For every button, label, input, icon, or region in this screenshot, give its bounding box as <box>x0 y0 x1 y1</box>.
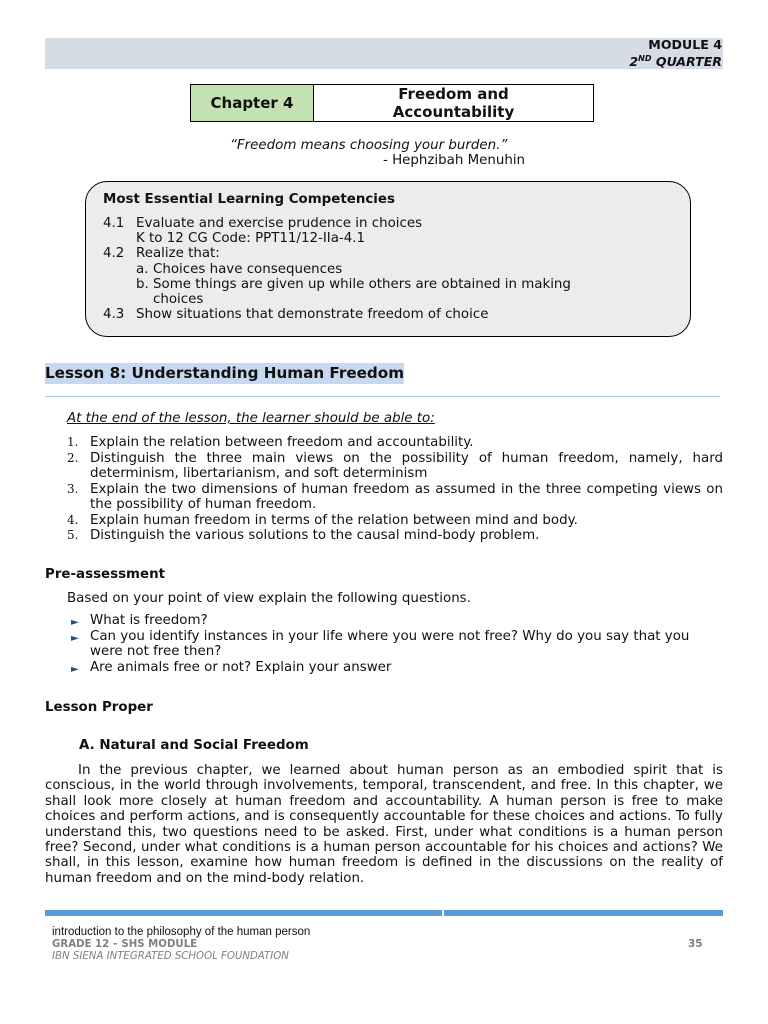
arrow-bullet-icon: ► <box>71 617 79 628</box>
list-text: Explain the relation between freedom and accountability. <box>90 435 474 450</box>
footer-bar <box>444 910 723 916</box>
footer-grade: GRADE 12 – SHS MODULE <box>52 939 198 950</box>
body-paragraph: In the previous chapter, we learned about human person as an embodied spirit that is conscious, in the world through involvements, temporal, transcendent, and free. In this chapter, we shall look more closely at human freedom and accountability. A human person is free to make choices and perform actions, and is consequently accountable for these choices and actions. To fully understand this, two questions need to be asked. First, under what conditions is a human person free? Second, under what conditions is a human person accountable for his choices and actions? We shall, in this lesson, examine how human freedom is defined in the discussions on the reality of human freedom and on the mind-body relation. <box>45 763 723 886</box>
quote-author: - Hephzibah Menuhin <box>383 153 526 168</box>
footer-bar <box>45 910 442 916</box>
list-text: Can you identify instances in your life where you were not free? Why do you say that you were not free then? <box>90 628 690 659</box>
list-text: Are animals free or not? Explain your answer <box>90 659 392 675</box>
lesson-title: Lesson 8: Understanding Human Freedom <box>45 364 405 382</box>
competency-text: Some things are given up while others are obtained in making <box>153 277 571 292</box>
page-number: 35 <box>688 938 703 950</box>
list-item <box>45 513 723 529</box>
list-item <box>45 451 723 482</box>
list-number: 3. <box>67 481 79 496</box>
competency-subnumber: a. <box>136 262 149 277</box>
list-text: Explain the two dimensions of human freedom as assumed in the three competing views on the possibility of human freedom. <box>90 481 723 512</box>
module-heading <box>629 38 722 69</box>
pre-assessment-intro: Based on your point of view explain the following questions. <box>67 591 471 606</box>
chapter-label: Chapter 4 <box>191 85 314 121</box>
objectives-intro: At the end of the lesson, the learner should be able to: <box>67 411 435 426</box>
competency-text: Show situations that demonstrate freedom of choice <box>136 307 489 322</box>
quarter-number: 2 <box>629 54 639 70</box>
list-number: 1. <box>67 435 79 449</box>
competency-line <box>103 216 124 232</box>
competency-text: K to 12 CG Code: PPT11/12-IIa-4.1 <box>136 231 366 246</box>
divider <box>45 396 720 397</box>
module-label: MODULE 4 <box>648 37 722 52</box>
list-item <box>45 435 723 451</box>
list-text: Distinguish the various solutions to the causal mind-body problem. <box>90 528 540 543</box>
competencies-title: Most Essential Learning Competencies <box>103 192 395 207</box>
arrow-bullet-icon: ► <box>71 663 79 675</box>
quote-text: “Freedom means choosing your burden.” <box>230 138 508 153</box>
pre-assessment-heading: Pre-assessment <box>45 567 166 582</box>
objectives-list <box>45 435 723 544</box>
competency-number: 4.3 <box>103 307 125 322</box>
competency-subnumber: b. <box>136 277 149 292</box>
competency-number: 4.1 <box>103 216 125 231</box>
competency-text: Choices have consequences <box>153 262 343 277</box>
quarter-suffix: ND <box>638 54 652 63</box>
list-text: Distinguish the three main views on the possibility of human freedom, namely, hard determinism, libertarianism, and soft determinism <box>90 450 723 481</box>
list-item <box>45 660 723 676</box>
competency-text: choices <box>153 292 204 307</box>
list-text: Explain human freedom in terms of the relation between mind and body. <box>90 512 578 528</box>
list-number: 5. <box>67 528 79 542</box>
footer-subject: introduction to the philosophy of the human person <box>52 926 311 938</box>
section-subheading: A. Natural and Social Freedom <box>79 738 309 753</box>
list-item <box>45 528 723 544</box>
lesson-proper-heading: Lesson Proper <box>45 700 153 715</box>
competency-number: 4.2 <box>103 246 125 261</box>
header-band <box>45 38 723 69</box>
footer-school: IBN SIENA INTEGRATED SCHOOL FOUNDATION <box>52 951 289 962</box>
list-item <box>45 613 723 629</box>
quarter-label <box>629 52 722 69</box>
list-item <box>45 482 723 513</box>
list-text: What is freedom? <box>90 613 208 628</box>
questions-list <box>45 613 723 675</box>
list-number: 4. <box>67 512 79 527</box>
list-number: 2. <box>67 450 79 465</box>
arrow-bullet-icon: ► <box>71 632 79 644</box>
chapter-table <box>190 84 594 122</box>
chapter-title: Freedom and Accountability <box>392 85 515 121</box>
competency-text: Evaluate and exercise prudence in choices <box>136 216 423 231</box>
list-item <box>45 629 723 660</box>
competency-text: Realize that: <box>136 246 220 261</box>
quarter-word: QUARTER <box>655 54 722 70</box>
